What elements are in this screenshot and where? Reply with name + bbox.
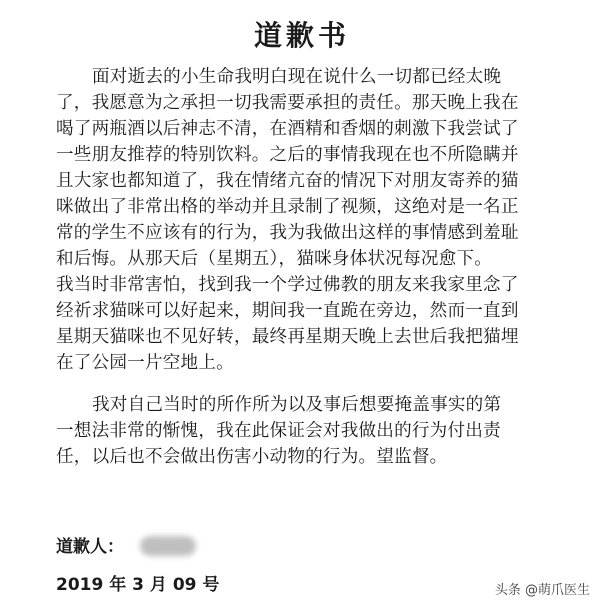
text-line: 喝了两瓶酒以后神志不清，在酒精和香烟的刺激下我尝试了 (56, 119, 519, 139)
text-line: 面对逝去的小生命我明白现在说什么一切都已经太晚 (92, 67, 502, 87)
text-line: 经祈求猫咪可以好起来，期间我一直跪在旁边，然而一直到 (56, 301, 519, 321)
text-line: 一想法非常的惭愧，我在此保证会对我做出的行为付出责 (56, 421, 501, 441)
text-line: 常的学生不应该有的行为，我为我做出这样的事情感到羞耻 (56, 223, 519, 243)
document-title: 道歉书 (253, 19, 350, 52)
text-line: 在了公园一片空地上。 (56, 353, 234, 373)
text-line: 了，我愿意为之承担一切我需要承担的责任。那天晚上我在 (56, 93, 519, 113)
text-line: 且大家也都知道了，我在情绪亢奋的情况下对朋友寄养的猫 (56, 171, 519, 191)
redacted-signature (140, 536, 196, 556)
text-line: 星期天猫咪也不见好转，最终再星期天晚上去世后我把猫埋 (56, 327, 519, 347)
text-line: 一些朋友推荐的特别饮料。之后的事情我现在也不所隐瞒并 (56, 145, 519, 165)
signature-label: 道歉人： (56, 537, 124, 557)
text-line: 任，以后也不会做出伤害小动物的行为。望监督。 (56, 447, 448, 467)
text-line: 我对自己当时的所作所为以及事后想要掩盖事实的第 (92, 395, 502, 415)
text-line: 我当时非常害怕，找到我一个学过佛教的朋友来我家里念了 (56, 275, 519, 295)
text-line: 和后悔。从那天后（星期五），猫咪身体状况每况愈下。 (56, 249, 493, 269)
watermark: 头条 @萌爪医生 (491, 578, 594, 599)
text-line: 咪做出了非常出格的举动并且录制了视频，这绝对是一名正 (56, 197, 519, 217)
document-date: 2019 年 3 月 09 号 (56, 575, 220, 595)
